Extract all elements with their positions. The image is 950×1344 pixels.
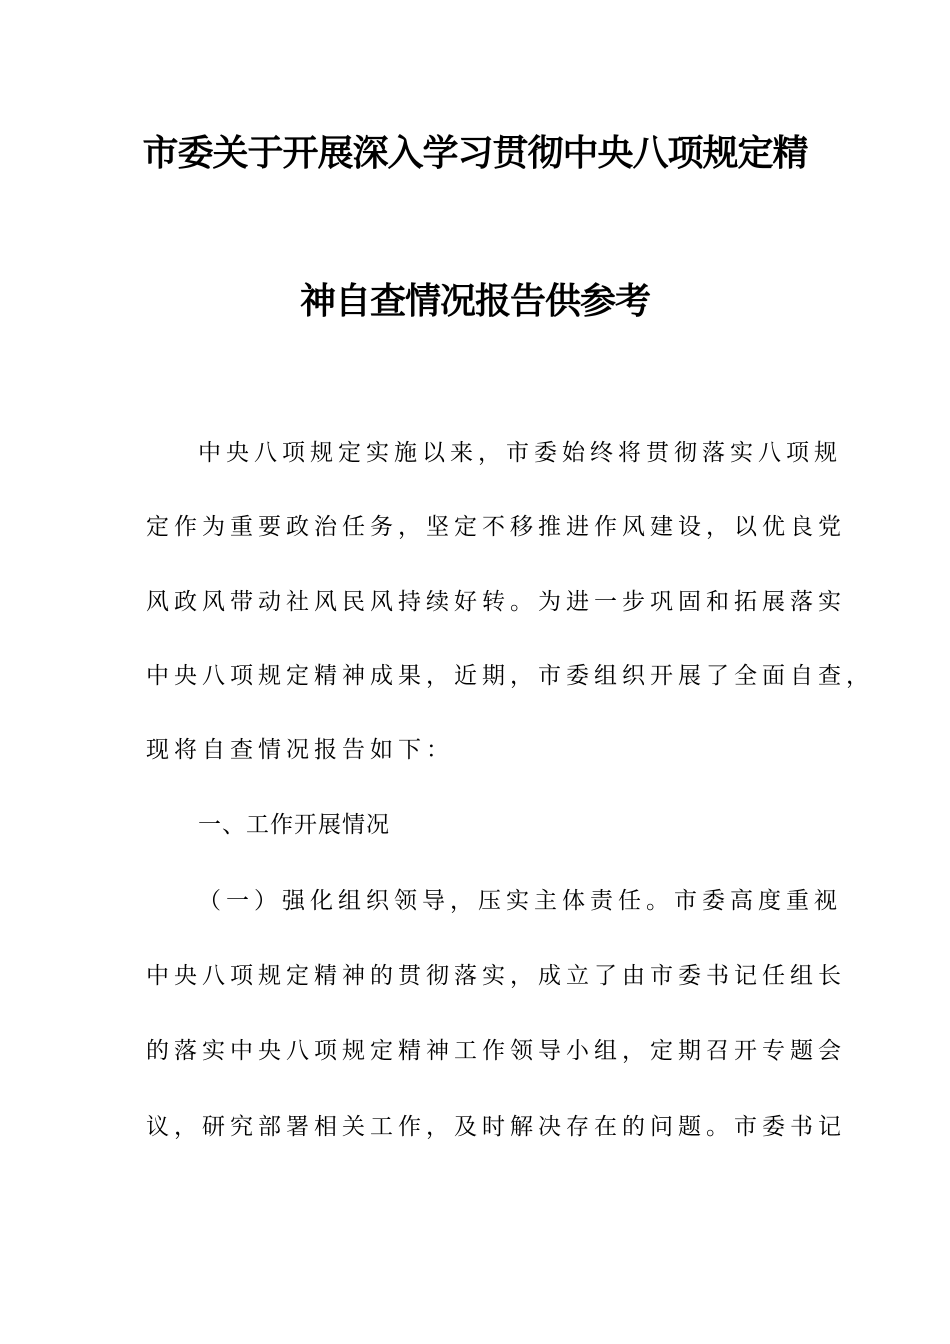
paragraph-line: 中央八项规定精神的贯彻落实，成立了由市委书记任组长 [146, 963, 846, 989]
paragraph-line: （一）强化组织领导，压实主体责任。市委高度重视 [198, 888, 842, 914]
document-title-line-1: 市委关于开展深入学习贯彻中央八项规定精 [142, 133, 808, 174]
paragraph-line: 现将自查情况报告如下： [146, 737, 454, 763]
paragraph-line: 中央八项规定实施以来，市委始终将贯彻落实八项规 [198, 440, 842, 466]
paragraph-line: 议，研究部署相关工作，及时解决存在的问题。市委书记 [146, 1114, 846, 1140]
paragraph-line: 的落实中央八项规定精神工作领导小组，定期召开专题会 [146, 1038, 846, 1064]
paragraph-line: 定作为重要政治任务，坚定不移推进作风建设，以优良党 [146, 514, 846, 540]
section-heading: 一、工作开展情况 [198, 812, 390, 838]
document-title-line-2: 神自查情况报告供参考 [299, 281, 650, 322]
paragraph-line: 风政风带动社风民风持续好转。为进一步巩固和拓展落实 [146, 589, 846, 615]
paragraph-line: 中央八项规定精神成果，近期，市委组织开展了全面自查， [146, 663, 874, 689]
